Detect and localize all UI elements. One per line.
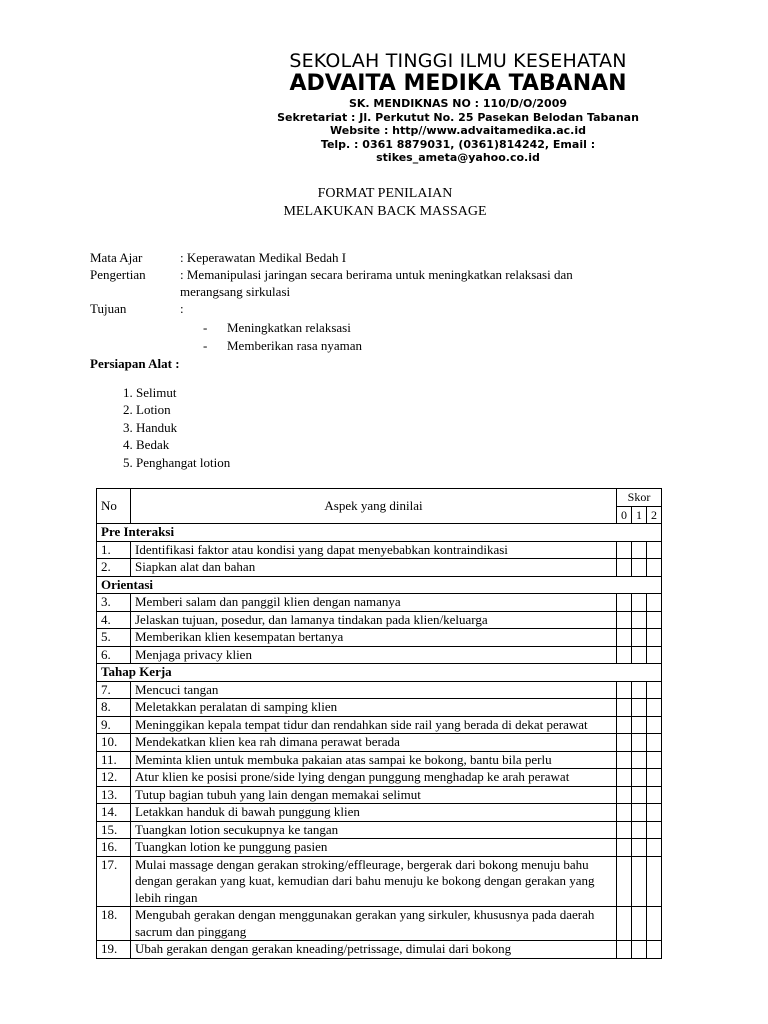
section-row — [97, 524, 662, 542]
row-number: 5. — [97, 629, 131, 647]
list-item: 5. Penghangat lotion — [136, 454, 230, 471]
mata-ajar-label: Mata Ajar — [90, 250, 143, 265]
row-aspect: Atur klien ke posisi prone/side lying dengan punggung menghadap ke arah perawat — [131, 769, 617, 787]
table-row — [97, 629, 662, 647]
table-row — [97, 559, 662, 577]
score-cell-1[interactable] — [632, 559, 647, 577]
row-aspect: Mencuci tangan — [131, 681, 617, 699]
row-aspect: Ubah gerakan dengan gerakan kneading/petrissage, dimulai dari bokong — [131, 941, 617, 959]
score-cell-1[interactable] — [632, 839, 647, 857]
score-cell-2[interactable] — [647, 856, 662, 907]
score-cell-1[interactable] — [632, 804, 647, 822]
table-row — [97, 856, 662, 907]
pengertian-label: Pengertian — [90, 267, 146, 282]
score-cell-0[interactable] — [617, 941, 632, 959]
list-item: 3. Handuk — [136, 419, 230, 436]
list-item: - Memberikan rasa nyaman — [203, 338, 363, 353]
document-title — [190, 185, 580, 221]
section-title: Orientasi — [97, 576, 662, 594]
table-row — [97, 941, 662, 959]
row-number: 13. — [97, 786, 131, 804]
institution-type: SEKOLAH TINGGI ILMU KESEHATAN — [289, 50, 627, 72]
list-item: 4. Bedak — [136, 436, 230, 453]
table-row — [97, 769, 662, 787]
score-cell-2[interactable] — [647, 941, 662, 959]
score-cell-2[interactable] — [647, 541, 662, 559]
score-cell-2[interactable] — [647, 907, 662, 941]
table-row — [97, 541, 662, 559]
score-cell-2[interactable] — [647, 681, 662, 699]
score-cell-2[interactable] — [647, 839, 662, 857]
score-cell-0[interactable] — [617, 769, 632, 787]
tools-heading: Persiapan Alat : — [90, 356, 180, 371]
table-row — [97, 646, 662, 664]
score-cell-1[interactable] — [632, 821, 647, 839]
contact-block — [266, 97, 650, 165]
row-number: 6. — [97, 646, 131, 664]
row-number: 17. — [97, 856, 131, 907]
section-row — [97, 664, 662, 682]
meta-block — [90, 249, 650, 317]
score-cell-2[interactable] — [647, 594, 662, 612]
row-aspect: Memberi salam dan panggil klien dengan namanya — [131, 594, 617, 612]
col-no-header: No — [97, 489, 131, 524]
list-item: 1. Selimut — [136, 384, 230, 401]
row-aspect: Meminta klien untuk membuka pakaian atas sampai ke bokong, bantu bila perlu — [131, 751, 617, 769]
row-number: 2. — [97, 559, 131, 577]
score-cell-1[interactable] — [632, 734, 647, 752]
score-cell-0[interactable] — [617, 594, 632, 612]
score-cell-0[interactable] — [617, 699, 632, 717]
score-cell-0[interactable] — [617, 541, 632, 559]
score-cell-2[interactable] — [647, 821, 662, 839]
table-row — [97, 734, 662, 752]
score-cell-1[interactable] — [632, 594, 647, 612]
table-row — [97, 821, 662, 839]
score-cell-0[interactable] — [617, 734, 632, 752]
title-line-1: FORMAT PENILAIAN — [317, 186, 453, 201]
score-cell-0[interactable] — [617, 856, 632, 907]
table-row — [97, 839, 662, 857]
list-item: 2. Lotion — [136, 401, 230, 418]
list-item: - Meningkatkan relaksasi — [203, 320, 351, 335]
section-title: Pre Interaksi — [97, 524, 662, 542]
score-cell-2[interactable] — [647, 559, 662, 577]
score-cell-1[interactable] — [632, 751, 647, 769]
row-number: 15. — [97, 821, 131, 839]
tools-list — [112, 384, 230, 471]
table-row — [97, 594, 662, 612]
institution-name: ADVAITA MEDIKA TABANAN — [289, 71, 627, 96]
section-row — [97, 576, 662, 594]
score-cell-1[interactable] — [632, 629, 647, 647]
tujuan-label: Tujuan — [90, 301, 127, 316]
table-row — [97, 716, 662, 734]
row-number: 7. — [97, 681, 131, 699]
score-cell-2[interactable] — [647, 769, 662, 787]
row-number: 8. — [97, 699, 131, 717]
row-aspect: Tuangkan lotion secukupnya ke tangan — [131, 821, 617, 839]
score-cell-1[interactable] — [632, 541, 647, 559]
row-aspect: Jelaskan tujuan, posedur, dan lamanya tindakan pada klien/keluarga — [131, 611, 617, 629]
row-number: 18. — [97, 907, 131, 941]
score-cell-2[interactable] — [647, 751, 662, 769]
table-header-row — [97, 489, 662, 507]
col-skor-header: Skor — [617, 489, 662, 507]
table-row — [97, 699, 662, 717]
score-cell-2[interactable] — [647, 786, 662, 804]
score-cell-0[interactable] — [617, 839, 632, 857]
title-line-2: MELAKUKAN BACK MASSAGE — [283, 204, 487, 219]
website: Website : http//www.advaitamedika.ac.id — [330, 124, 586, 137]
row-number: 19. — [97, 941, 131, 959]
row-aspect: Letakkan handuk di bawah punggung klien — [131, 804, 617, 822]
row-number: 12. — [97, 769, 131, 787]
score-cell-2[interactable] — [647, 646, 662, 664]
score-cell-2[interactable] — [647, 804, 662, 822]
score-cell-1[interactable] — [632, 907, 647, 941]
score-cell-0[interactable] — [617, 646, 632, 664]
row-number: 1. — [97, 541, 131, 559]
score-cell-1[interactable] — [632, 681, 647, 699]
score-cell-1[interactable] — [632, 786, 647, 804]
email: stikes_ameta@yahoo.co.id — [376, 151, 540, 164]
score-cell-0[interactable] — [617, 611, 632, 629]
score-cell-1[interactable] — [632, 611, 647, 629]
row-number: 3. — [97, 594, 131, 612]
score-cell-0[interactable] — [617, 559, 632, 577]
row-number: 10. — [97, 734, 131, 752]
row-aspect: Mulai massage dengan gerakan stroking/effleurage, bergerak dari bokong menuju bahu dengan gerakan yang kuat, kemudian dari bahu menuju ke bokong dengan gerakan yang lebih ringan — [131, 856, 617, 907]
table-row — [97, 907, 662, 941]
row-aspect: Mengubah gerakan dengan menggunakan gerakan yang sirkuler, khususnya pada daerah sacrum dan pinggang — [131, 907, 617, 941]
score-cell-1[interactable] — [632, 646, 647, 664]
table-row — [97, 681, 662, 699]
score-cell-2[interactable] — [647, 611, 662, 629]
row-number: 11. — [97, 751, 131, 769]
table-row — [97, 611, 662, 629]
score-2-header: 2 — [647, 506, 662, 524]
score-cell-1[interactable] — [632, 716, 647, 734]
score-cell-0[interactable] — [617, 629, 632, 647]
score-cell-0[interactable] — [617, 751, 632, 769]
score-cell-1[interactable] — [632, 769, 647, 787]
score-cell-2[interactable] — [647, 629, 662, 647]
sk-number: SK. MENDIKNAS NO : 110/D/O/2009 — [348, 97, 568, 110]
row-aspect: Tuangkan lotion ke punggung pasien — [131, 839, 617, 857]
score-cell-0[interactable] — [617, 681, 632, 699]
row-aspect: Identifikasi faktor atau kondisi yang dapat menyebabkan kontraindikasi — [131, 541, 617, 559]
row-aspect: Meletakkan peralatan di samping klien — [131, 699, 617, 717]
pengertian-value: : Memanipulasi jaringan secara berirama untuk meningkatkan relaksasi dan merangsang sirkulasi — [180, 267, 573, 299]
score-cell-1[interactable] — [632, 699, 647, 717]
score-cell-2[interactable] — [647, 734, 662, 752]
row-number: 16. — [97, 839, 131, 857]
score-cell-2[interactable] — [647, 716, 662, 734]
score-cell-0[interactable] — [617, 804, 632, 822]
mata-ajar-value: : Keperawatan Medikal Bedah I — [180, 250, 347, 265]
score-cell-0[interactable] — [617, 907, 632, 941]
score-cell-1[interactable] — [632, 856, 647, 907]
row-aspect: Memberikan klien kesempatan bertanya — [131, 629, 617, 647]
score-cell-2[interactable] — [647, 699, 662, 717]
score-1-header: 1 — [632, 506, 647, 524]
tujuan-list — [203, 320, 362, 356]
score-cell-0[interactable] — [617, 821, 632, 839]
col-aspek-header: Aspek yang dinilai — [131, 489, 617, 524]
row-aspect: Siapkan alat dan bahan — [131, 559, 617, 577]
row-aspect: Tutup bagian tubuh yang lain dengan memakai selimut — [131, 786, 617, 804]
row-aspect: Mendekatkan klien kea rah dimana perawat berada — [131, 734, 617, 752]
score-cell-0[interactable] — [617, 786, 632, 804]
row-number: 14. — [97, 804, 131, 822]
score-0-header: 0 — [617, 506, 632, 524]
assessment-table — [96, 488, 662, 959]
score-cell-0[interactable] — [617, 716, 632, 734]
score-cell-1[interactable] — [632, 941, 647, 959]
row-number: 4. — [97, 611, 131, 629]
row-aspect: Meninggikan kepala tempat tidur dan rendahkan side rail yang berada di dekat perawat — [131, 716, 617, 734]
row-aspect: Menjaga privacy klien — [131, 646, 617, 664]
section-title: Tahap Kerja — [97, 664, 662, 682]
tujuan-value: : — [180, 301, 184, 316]
phone: Telp. : 0361 8879031, (0361)814242, Email : — [320, 137, 596, 151]
row-number: 9. — [97, 716, 131, 734]
table-row — [97, 804, 662, 822]
table-row — [97, 751, 662, 769]
table-row — [97, 786, 662, 804]
address: Sekretariat : Jl. Perkutut No. 25 Pasekan Belodan Tabanan — [277, 110, 639, 124]
